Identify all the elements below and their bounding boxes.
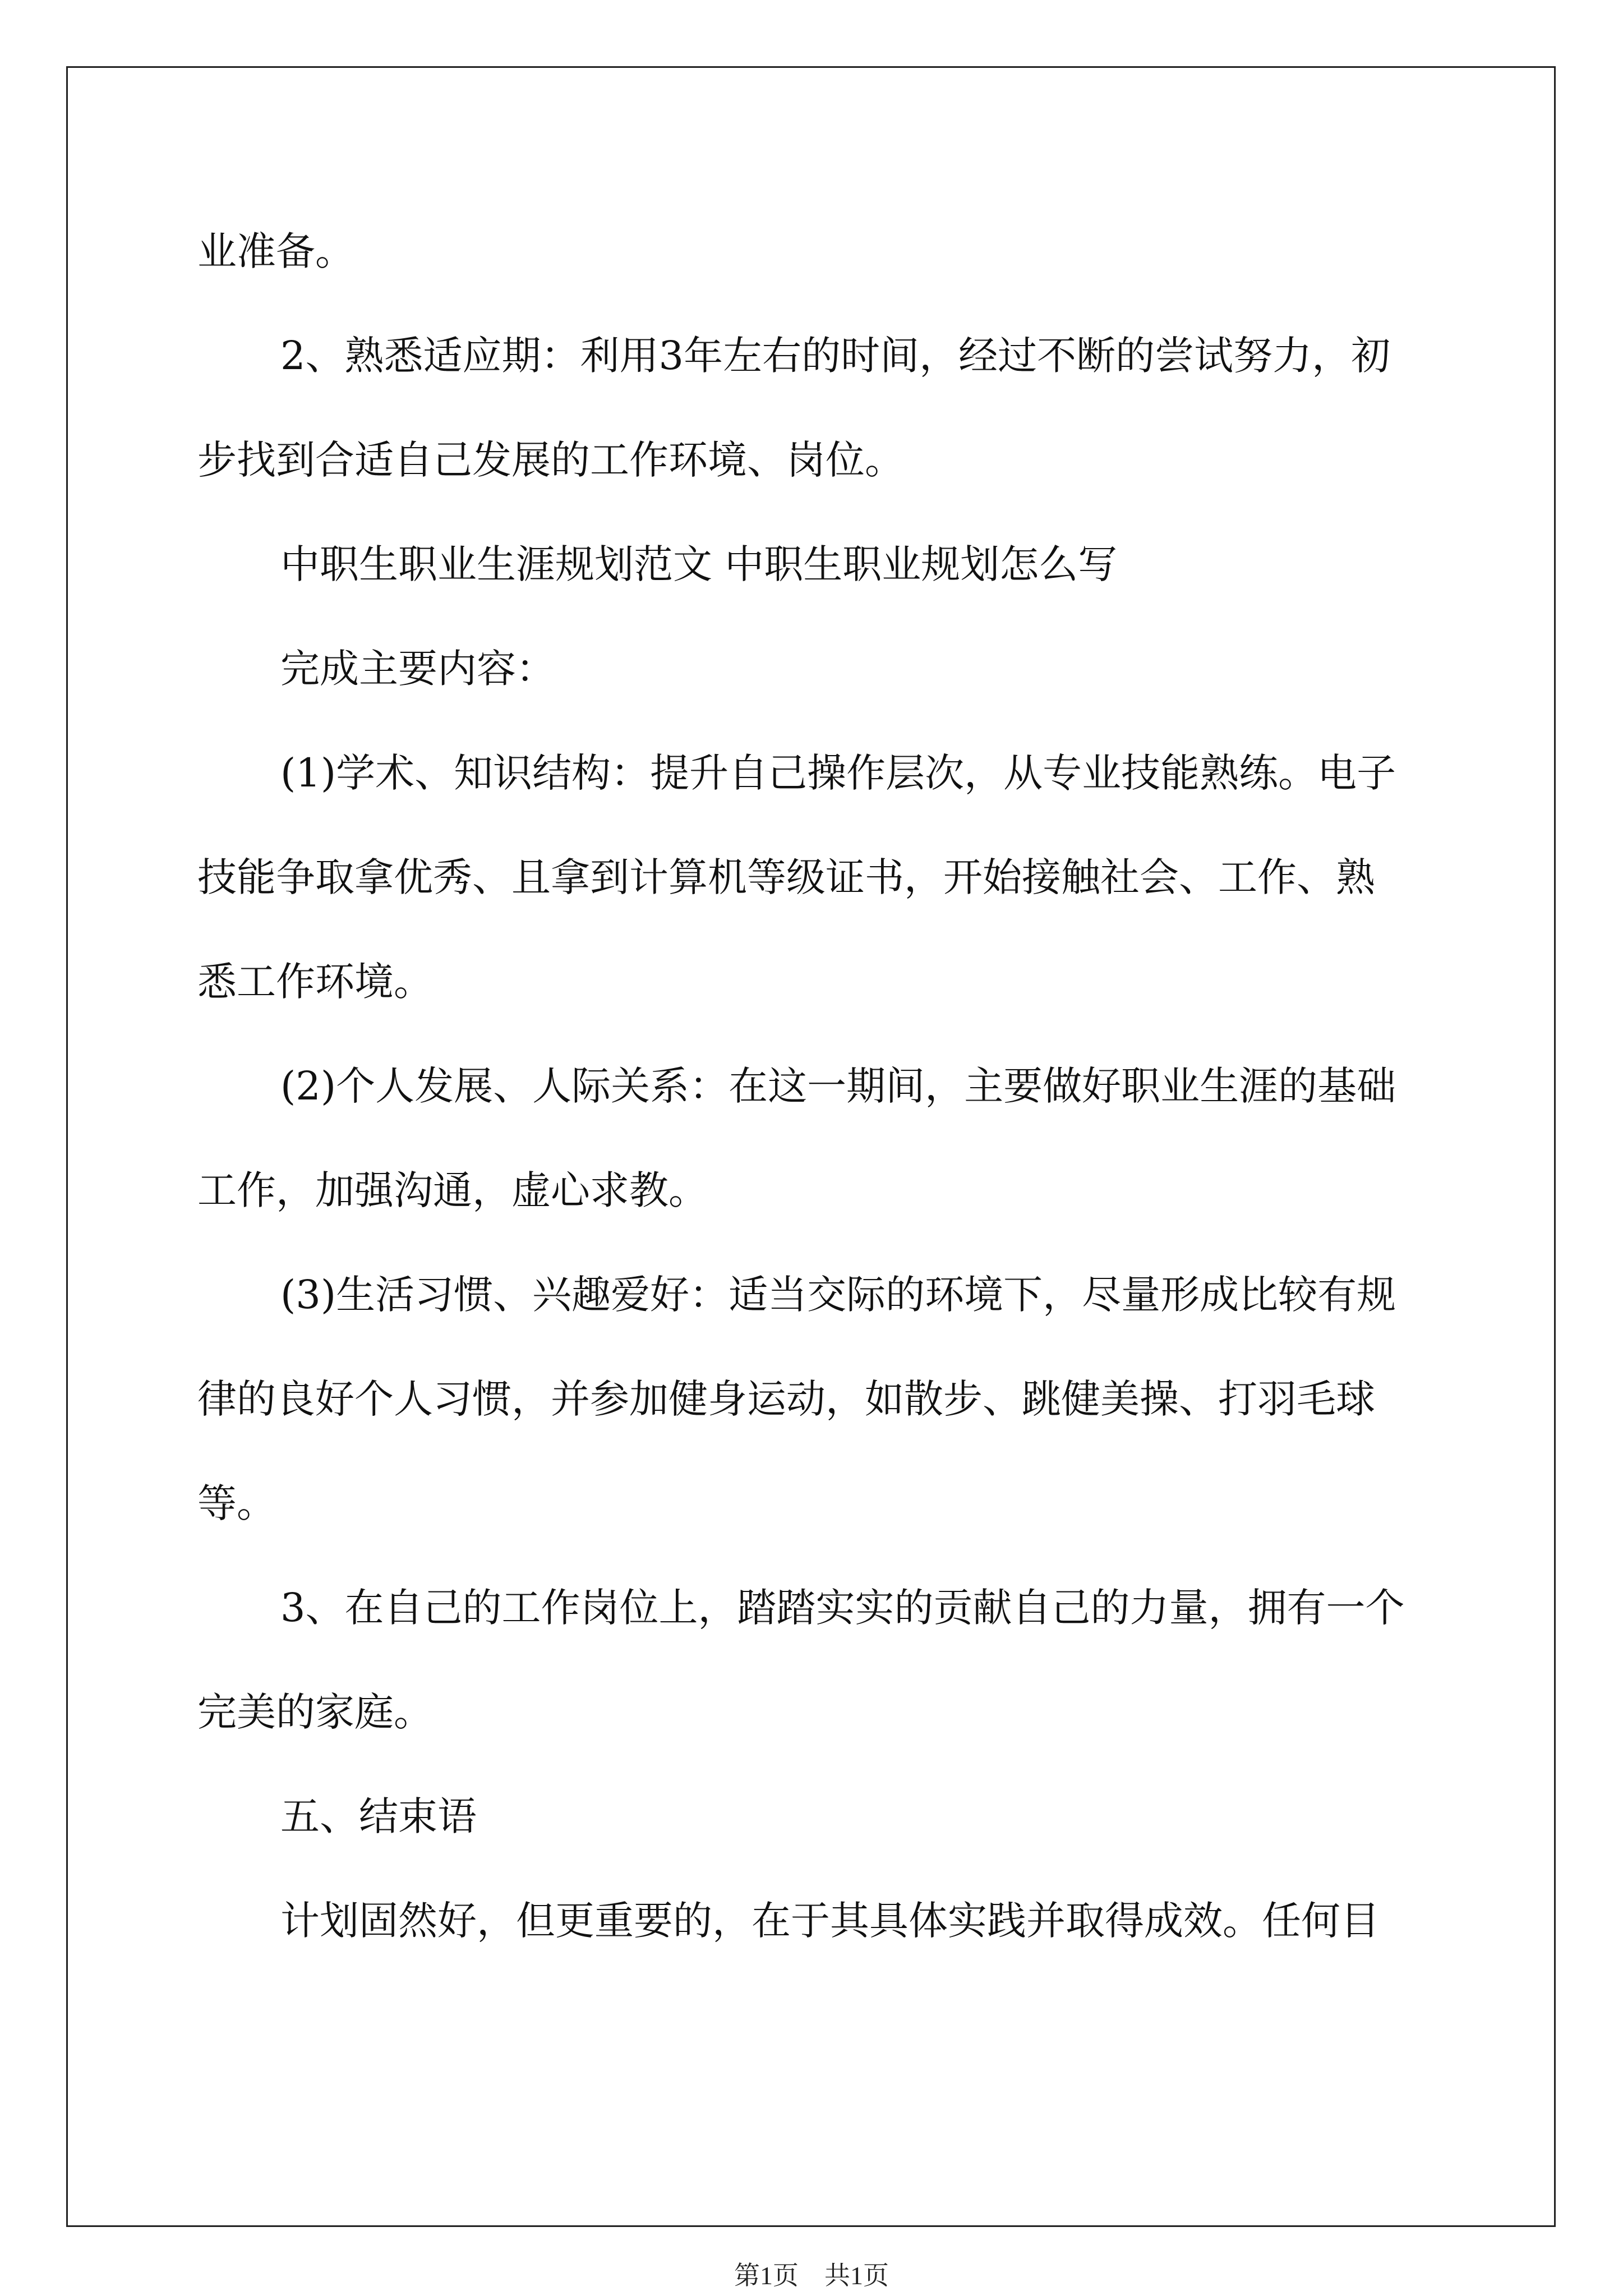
paragraph-first-line: 完成主要内容： <box>280 646 555 692</box>
text-line: 技能争取拿优秀、且拿到计算机等级证书，开始接触社会、工作、熟 <box>197 854 1375 900</box>
text-line: 步找到合适自己发展的工作环境、岗位。 <box>197 437 904 483</box>
page-footer: 第1页 共1页 <box>734 2261 889 2290</box>
text-line: 等。 <box>197 1480 276 1526</box>
paragraph-first-line: 计划固然好，但更重要的，在于其具体实践并取得成效。任何目 <box>280 1898 1380 1944</box>
paragraph-first-line: (1)学术、知识结构：提升自己操作层次，从专业技能熟练。电子 <box>280 750 1396 796</box>
text-line: 业准备。 <box>197 228 354 274</box>
text-line: 悉工作环境。 <box>197 959 433 1005</box>
text-line: 完美的家庭。 <box>197 1689 433 1735</box>
paragraph-first-line: 2、熟悉适应期：利用3年左右的时间，经过不断的尝试努力，初 <box>280 333 1391 379</box>
text-line: 工作，加强沟通，虚心求教。 <box>197 1167 708 1213</box>
paragraph-first-line: (2)个人发展、人际关系：在这一期间，主要做好职业生涯的基础 <box>280 1063 1396 1109</box>
paragraph-first-line: 3、在自己的工作岗位上，踏踏实实的贡献自己的力量，拥有一个 <box>280 1585 1405 1631</box>
heading-line: 中职生职业生涯规划范文 中职生职业规划怎么写 <box>280 541 1118 587</box>
section-heading: 五、结束语 <box>280 1793 477 1839</box>
text-line: 律的良好个人习惯，并参加健身运动，如散步、跳健美操、打羽毛球 <box>197 1376 1375 1422</box>
paragraph-first-line: (3)生活习惯、兴趣爱好：适当交际的环境下，尽量形成比较有规 <box>280 1272 1396 1318</box>
